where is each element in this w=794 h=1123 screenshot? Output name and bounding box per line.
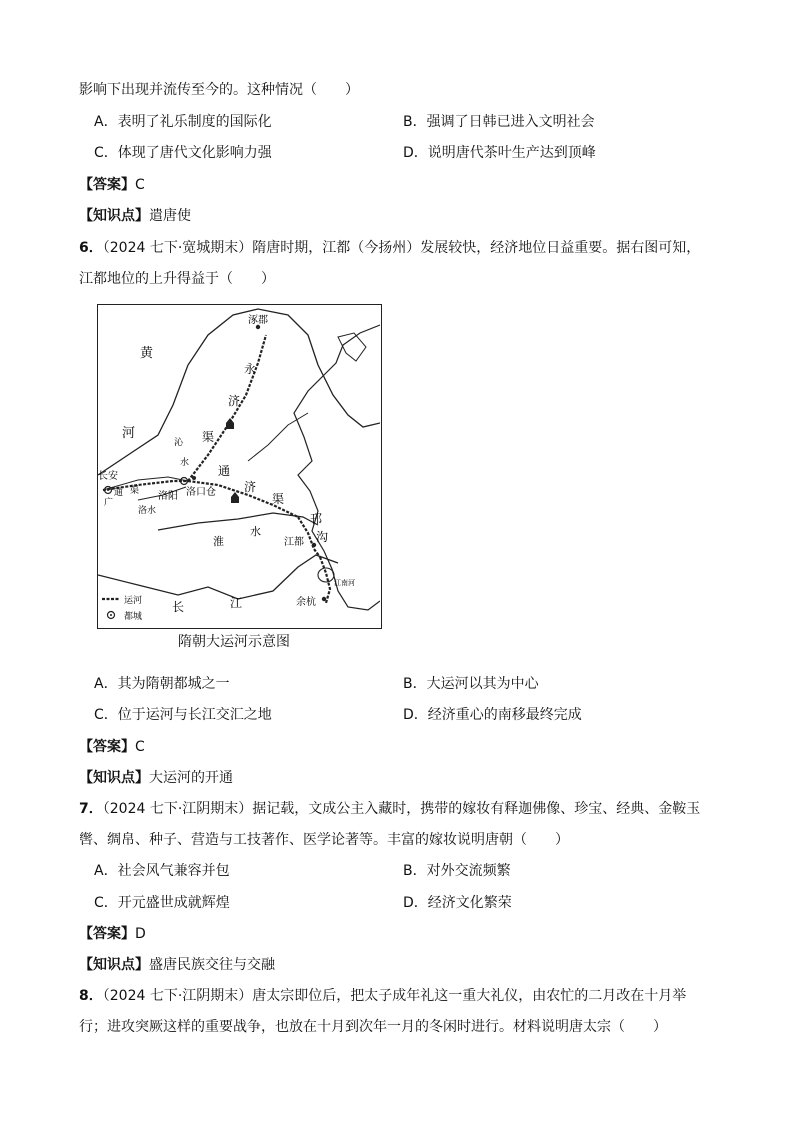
q8-stem-line2: 行；进攻突厥这样的重要战争，也放在十月到次年一月的冬闲时进行。材料说明唐太宗（ ）: [79, 1019, 667, 1035]
legend-canal: 运河: [124, 596, 143, 606]
label-luoshui: 洛水: [138, 506, 157, 516]
coastline: [294, 325, 380, 610]
knowledge-label: 【知识点】: [79, 957, 149, 973]
q7-knowledge-row: [79, 955, 275, 975]
question-text: 唐太宗即位后，把太子成年礼这一重大礼仪，由农忙的二月改在十月举: [252, 988, 687, 1004]
label-qin: 沁: [174, 438, 184, 448]
q6-option-d: D．经济重心的南移最终完成: [403, 707, 582, 723]
yellow-river: [98, 309, 380, 475]
label-ji1: 济: [228, 394, 241, 408]
q7-option-c: C．开元盛世成就辉煌: [94, 895, 230, 911]
q5-stem-tail: 影响下出现并流传至今的。这种情况（ ）: [79, 82, 359, 98]
knowledge-value: 遣唐使: [149, 208, 191, 224]
label-qu1: 渠: [202, 430, 215, 444]
question-source: （2024 七下·宽城期末）: [102, 240, 253, 256]
answer-value: C: [135, 739, 145, 755]
q6-option-c: C．位于运河与长江交汇之地: [94, 707, 272, 723]
q5-option-c: C．体现了唐代文化影响力强: [94, 145, 272, 161]
q6-option-a: A．其为隋朝都城之一: [94, 676, 230, 692]
label-luoyang: 洛阳: [158, 491, 178, 502]
label-huang: 黄: [140, 346, 154, 361]
knowledge-label: 【知识点】: [79, 770, 149, 786]
q7-stem-line1: [79, 799, 700, 819]
yangtze-river: [98, 555, 338, 599]
question-text: 隋唐时期，江都（今扬州）发展较快，经济地位日益重要。据右图可知，: [252, 240, 701, 256]
q6-stem-line1: [79, 238, 700, 258]
q6-knowledge-row: [79, 768, 233, 788]
label-shui1: 水: [180, 458, 190, 468]
q7-answer-row: [79, 924, 146, 944]
label-han: 邗: [310, 512, 323, 526]
label-yuhang: 余杭: [296, 597, 316, 608]
luoyang-marker-dot: [183, 480, 185, 482]
question-number: 7．: [79, 801, 103, 817]
q5-knowledge-row: [79, 206, 191, 226]
q7-stem-line2: 辔、绸帛、种子、营造与工技著作、医学论著等。丰富的嫁妆说明唐朝（ ）: [79, 832, 569, 848]
question-source: （2024 七下·江阴期末）: [102, 801, 253, 817]
luokoucang-marker: [192, 476, 196, 480]
q7-option-b: B．对外交流频繁: [403, 863, 511, 879]
label-huai: 淮: [213, 535, 224, 548]
granary-icon: [226, 418, 234, 429]
map-caption: 隋朝大运河示意图: [178, 634, 290, 650]
label-guang: 广: [104, 498, 114, 508]
yongji-canal: [188, 335, 266, 481]
label-qu3: 渠: [272, 492, 285, 506]
q8-stem-line1: [79, 986, 686, 1006]
label-gou: 沟: [316, 530, 329, 544]
label-jiang: 江: [230, 596, 243, 610]
answer-label: 【答案】: [79, 926, 135, 942]
legend-capital-swatch-dot: [110, 614, 112, 616]
q5-option-d: D．说明唐代茶叶生产达到顶峰: [403, 145, 596, 161]
q7-option-d: D．经济文化繁荣: [403, 895, 512, 911]
knowledge-value: 盛唐民族交往与交融: [149, 957, 275, 973]
knowledge-label: 【知识点】: [79, 208, 149, 224]
knowledge-value: 大运河的开通: [149, 770, 233, 786]
changan-marker-dot: [107, 489, 109, 491]
jiangnan-canal: [320, 557, 330, 603]
grand-canal-map-svg: [98, 305, 380, 627]
answer-label: 【答案】: [79, 177, 135, 193]
q6-answer-row: [79, 737, 145, 757]
answer-label: 【答案】: [79, 739, 135, 755]
label-ji2: 济: [244, 480, 257, 494]
label-tong2: 通: [218, 464, 231, 478]
label-yong: 永: [244, 362, 257, 376]
answer-value: D: [135, 926, 146, 942]
answer-value: C: [135, 177, 145, 193]
question-number: 8．: [79, 988, 103, 1004]
label-zhuojun: 涿郡: [248, 315, 268, 326]
yellow-river-branch: [248, 413, 308, 461]
grand-canal-map: [97, 304, 382, 629]
question-number: 6．: [79, 240, 103, 256]
question-text: 据记载，文成公主入藏时，携带的嫁妆有释迦佛像、珍宝、经典、金鞍玉: [252, 801, 701, 817]
huai-river: [158, 513, 318, 530]
q6-stem-line2: 江都地位的上升得益于（ ）: [79, 271, 275, 287]
q5-answer-row: [79, 175, 145, 195]
label-jiangnan: 江南河: [334, 579, 355, 587]
q7-option-a: A．社会风气兼容并包: [94, 863, 230, 879]
label-shui2: 水: [250, 525, 261, 538]
legend-capital: 都城: [124, 612, 143, 622]
q5-option-b: B．强调了日韩已进入文明社会: [403, 114, 595, 130]
q5-option-a: A．表明了礼乐制度的国际化: [94, 114, 272, 130]
q6-option-b: B．大运河以其为中心: [403, 676, 539, 692]
label-qu2: 渠: [130, 486, 140, 496]
question-source: （2024 七下·江阴期末）: [102, 988, 253, 1004]
label-changan: 长安: [98, 471, 118, 482]
label-chang: 长: [172, 600, 185, 614]
label-luokoucang: 洛口仓: [186, 487, 216, 498]
label-jiangdu: 江都: [284, 537, 304, 548]
yuhang-marker: [322, 597, 326, 601]
label-he: 河: [122, 426, 136, 441]
granary-icon: [231, 492, 239, 503]
label-tong1: 通: [114, 488, 124, 498]
